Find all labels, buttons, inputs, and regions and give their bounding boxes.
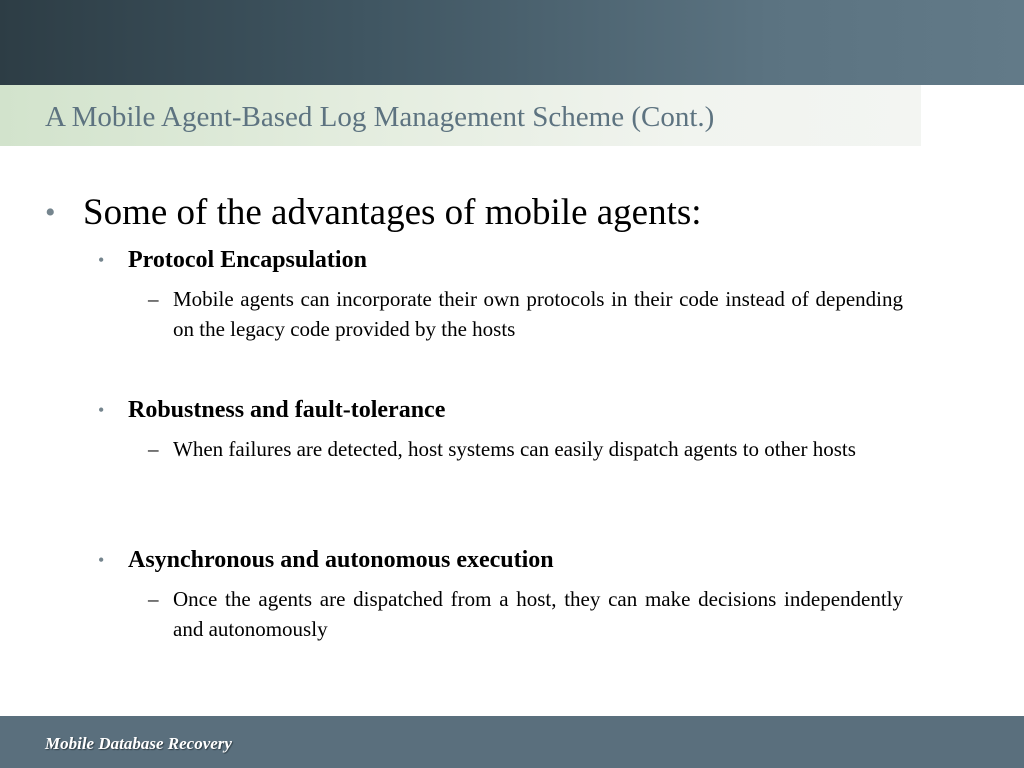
bullet-icon: • xyxy=(98,550,105,570)
advantage-heading-text: Robustness and fault-tolerance xyxy=(128,397,446,423)
slide-title: A Mobile Agent-Based Log Management Scheme (Cont.) xyxy=(45,101,715,133)
dash-icon: – xyxy=(148,587,159,611)
header-band xyxy=(0,0,1024,85)
bullet-icon: • xyxy=(98,250,105,270)
advantage-detail-text: When failures are detected, host systems can easily dispatch agents to other hosts xyxy=(173,437,856,461)
dash-icon: – xyxy=(148,437,159,461)
bullet-icon: • xyxy=(98,400,105,420)
advantage-heading-text: Protocol Encapsulation xyxy=(128,247,367,273)
advantage-heading-text: Asynchronous and autonomous execution xyxy=(128,547,554,573)
advantage-detail-text: Mobile agents can incorporate their own protocols in their code instead of depending on the legacy code provided by the hosts xyxy=(173,287,903,341)
bullet-icon: • xyxy=(45,196,56,229)
main-bullet-text: Some of the advantages of mobile agents: xyxy=(83,192,702,233)
advantage-detail-text: Once the agents are dispatched from a host, they can make decisions independently and autonomously xyxy=(173,587,903,641)
dash-icon: – xyxy=(148,287,159,311)
footer-text: Mobile Database Recovery xyxy=(45,734,232,753)
